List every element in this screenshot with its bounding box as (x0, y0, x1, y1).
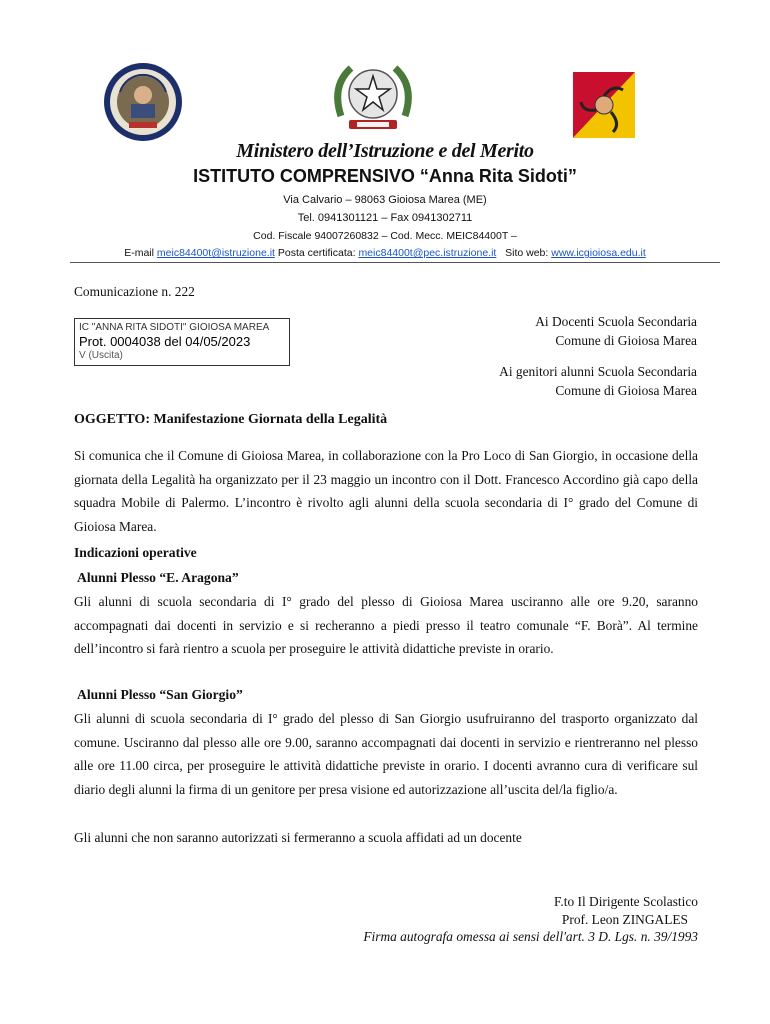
signature-title: F.to Il Dirigente Scolastico (554, 894, 698, 909)
closing-note: Gli alunni che non saranno autorizzati si fermeranno a scuola affidati ad un docente (74, 830, 522, 845)
signature-name: Prof. Leon ZINGALES (561, 911, 688, 927)
recipient-line: Comune di Gioiosa Marea (555, 383, 697, 398)
stamp-school: IC "ANNA RITA SIDOTI" GIOIOSA MAREA (79, 322, 270, 333)
recipients-teachers (400, 312, 697, 350)
section-aragona-text: Gli alunni di scuola secondaria di I° grado del plesso di Gioiosa Marea usciranno alle ore 9.20, saranno accompagnati dai docenti in servizio e si recheranno a piedi presso il teatro comunale “F. Borà”. Al termine dell’incontro si farà rientro a scuola per proseguire le attività didattiche previste in orario. (74, 594, 698, 656)
contact-line (0, 247, 770, 259)
signature-note: Firma autografa omessa ai sensi dell'art. 3 D. Lgs. n. 39/1993 (363, 929, 698, 944)
operative-heading: Indicazioni operative (74, 545, 197, 560)
header-divider (70, 262, 720, 263)
recipient-line: Ai genitori alunni Scuola Secondaria (499, 364, 697, 379)
web-label: Sito web: (505, 247, 549, 259)
school-codes: Cod. Fiscale 94007260832 – Cod. Mecc. MEIC84400T – (253, 230, 517, 242)
protocol-stamp (74, 318, 290, 366)
pec-label: Posta certificata: (277, 247, 356, 259)
recipient-line: Ai Docenti Scuola Secondaria (535, 314, 697, 329)
section-san-giorgio-heading: Alunni Plesso “San Giorgio” (77, 687, 243, 702)
sicily-region-flag (573, 72, 635, 138)
section-aragona-heading: Alunni Plesso “E. Aragona” (77, 570, 239, 585)
subject-line: OGGETTO: Manifestazione Giornata della Legalità (74, 412, 388, 427)
communication-number: Comunicazione n. 222 (74, 284, 195, 299)
stamp-direction: V (Uscita) (79, 350, 123, 361)
recipients-parents (400, 362, 697, 400)
stamp-protocol: Prot. 0004038 del 04/05/2023 (79, 334, 251, 349)
email-link[interactable]: meic84400t@istruzione.it (156, 247, 275, 259)
email-label: E-mail (124, 247, 154, 259)
website-link[interactable]: www.icgioiosa.edu.it (551, 247, 646, 259)
school-address: Via Calvario – 98063 Gioiosa Marea (ME) (283, 194, 487, 206)
intro-paragraph: Si comunica che il Comune di Gioiosa Marea, in collaborazione con la Pro Loco di San Giorgio, in occasione della giornata della Legalità ha organizzato per il 23 maggio un incontro con il Dott. Francesco Accordino già capo della squadra Mobile di Palermo. L’incontro è rivolto agli alunni della scuola secondaria di I° grado del Comune di Gioiosa Marea. (74, 448, 698, 534)
school-phone: Tel. 0941301121 – Fax 0941302711 (297, 212, 473, 224)
section-san-giorgio-text: Gli alunni di scuola secondaria di I° grado del plesso di San Giorgio usufruiranno del trasporto organizzato dal comune. Usciranno dal plesso alle ore 9.00, saranno accompagnati dai docenti in servizio e rientreranno nel plesso alle ore 11.00 circa, per proseguire le attività didattiche previste in orario. I docenti avranno cura di verificare sul diario degli alunni la firma di un genitore per presa visione ed autorizzazione all’uscita del/la figlio/a. (74, 711, 698, 797)
italian-republic-emblem (331, 56, 415, 138)
school-name: ISTITUTO COMPRENSIVO “Anna Rita Sidoti” (193, 166, 577, 186)
school-seal-logo (103, 62, 183, 142)
recipient-line: Comune di Gioiosa Marea (555, 333, 697, 348)
ministry-name: Ministero dell’Istruzione e del Merito (236, 140, 534, 162)
signature-block (300, 893, 698, 946)
pec-link[interactable]: meic84400t@pec.istruzione.it (358, 247, 497, 259)
